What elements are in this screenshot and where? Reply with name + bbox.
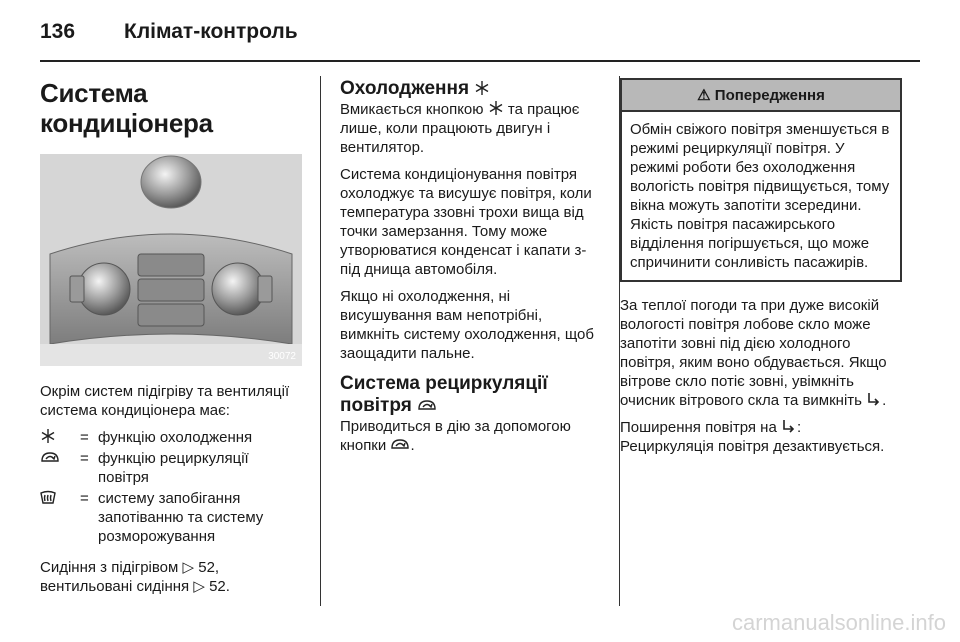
- air-distribution-windshield-icon: [781, 418, 797, 434]
- column-2: [340, 78, 600, 463]
- recirculation-icon: [390, 436, 410, 452]
- recirculation-icon: [40, 449, 60, 465]
- def-cooling: = функцію охолодження: [40, 428, 302, 447]
- section-title: Клімат-контроль: [124, 20, 298, 43]
- air-distribution-paragraph: Поширення повітря на : Рециркуляція повітря дезактивується.: [620, 419, 885, 455]
- recirculation-paragraph: Приводиться в дію за допомогою кнопки .: [340, 418, 571, 454]
- snowflake-icon: [474, 80, 490, 96]
- column-1: [40, 78, 302, 604]
- cooling-heading: Охолодження: [340, 78, 600, 100]
- definition-list: [40, 428, 302, 546]
- snowflake-icon: [40, 428, 56, 444]
- page-ref-link-2[interactable]: 52.: [209, 578, 230, 595]
- recirculation-icon: [417, 397, 437, 413]
- def-recirculation: = функцію рециркуляції повітря: [40, 449, 302, 487]
- page-ref-link-1[interactable]: 52,: [198, 559, 220, 576]
- snowflake-icon: [488, 100, 504, 116]
- climate-panel-photo: [40, 154, 302, 366]
- warning-header: ⚠ Попередження: [622, 80, 900, 112]
- cooling-paragraph-1: Вмикається кнопкою та працює лише, коли працюють двигун і вентилятор.: [340, 101, 580, 156]
- air-distribution-windshield-icon: [866, 391, 882, 407]
- page-number: 136: [40, 20, 76, 43]
- warning-triangle-icon: ⚠: [697, 87, 711, 104]
- warning-body: Обмін свіжого повітря зменшується в режимі рециркуляції повітря. У режимі роботи без охолодження вологість повітря підвищується, тому вікна можуть запотіти зсередини. Якість повітря пасажирського відділення погіршується, що може спричинити сонливість пасажирів.: [630, 121, 890, 271]
- cooling-paragraph-2: Система кондиціонування повітря охолоджує та висушує повітря, коли температура ззовні трохи вища від точки замерзання. Тому може утворюватися конденсат і капати з-під днища автомобіля.: [340, 166, 592, 278]
- photo-code: 30072: [268, 351, 296, 362]
- windshield-defrost-icon: [40, 489, 56, 505]
- cooling-paragraph-3: Якщо ні охолодження, ні висушування вам непотрібні, вимкніть систему охолодження, щоб заощадити пальне.: [340, 288, 594, 362]
- page-ref-arrow-icon: ▷: [193, 578, 205, 595]
- page-header: [40, 20, 920, 62]
- recirculation-heading: Система рециркуляції повітря: [340, 373, 548, 416]
- ac-system-heading: Система кондиціонера: [40, 78, 213, 138]
- intro-text: Окрім систем підігріву та вентиляції система кондиціонера має:: [40, 383, 290, 419]
- watermark: carmanualsonline.info: [731, 610, 946, 635]
- column-3: [620, 78, 902, 464]
- page-ref-arrow-icon: ▷: [182, 559, 195, 576]
- fogging-paragraph: За теплої погоди та при дуже високій вологості повітря лобове скло може запотіти зовні під дією холодного повітря, яким воно обдувається. Якщо вітрове скло потіє зовні, увімкніть очисник вітрового скла та вимкніть .: [620, 297, 887, 409]
- warning-box: [620, 78, 902, 282]
- column-divider-1: [320, 76, 321, 606]
- def-defrost: = систему запобігання запотіванню та систему розморожування: [40, 489, 302, 546]
- seat-references: Сидіння з підігрівом ▷ 52, вентильовані сидіння ▷ 52.: [40, 559, 230, 595]
